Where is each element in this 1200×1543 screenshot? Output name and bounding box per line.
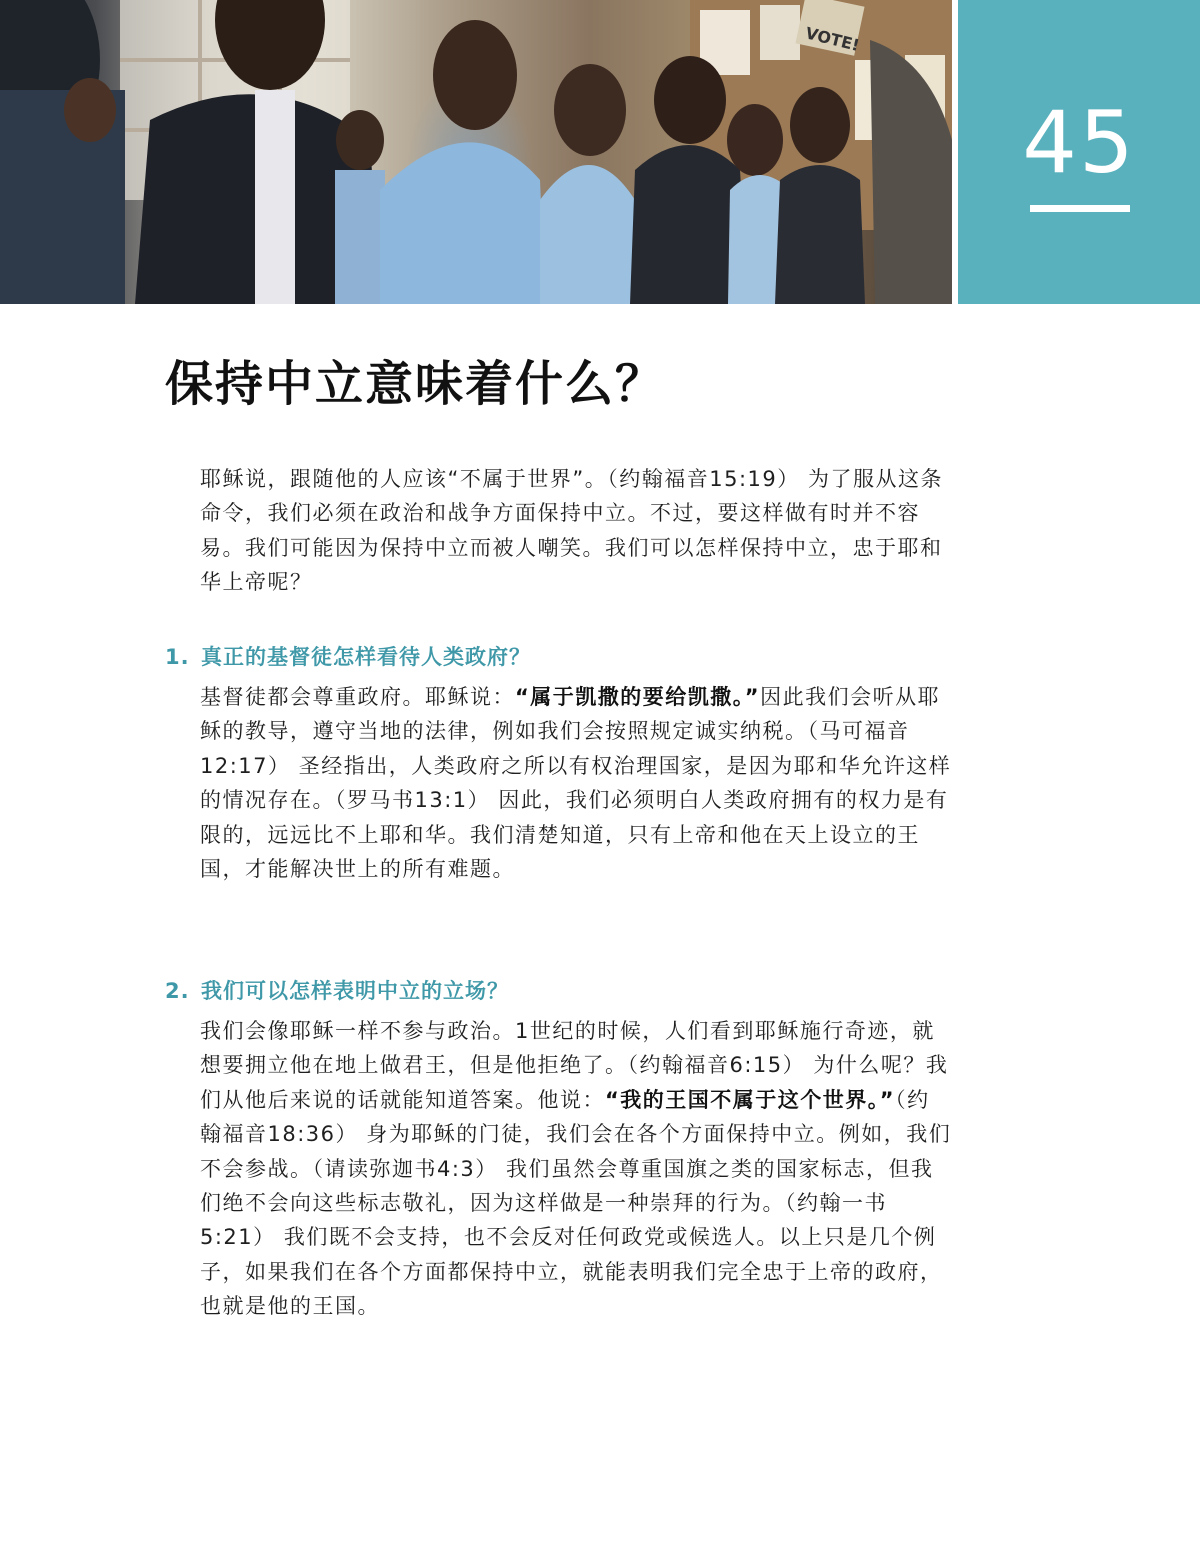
section-2-paragraph [200, 1014, 952, 1324]
question-1-number: 1. [165, 645, 190, 669]
question-2 [165, 976, 509, 1006]
question-2-text: 我们可以怎样表明中立的立场？ [201, 979, 509, 1003]
chapter-number: 45 [1022, 93, 1136, 193]
section-1-text-after: 因此我们会听从耶稣的教导，遵守当地的法律，例如我们会按照规定诚实纳税。（马可福音12:17） 圣经指出，人类政府之所以有权治理国家，是因为耶和华允许这样的情况存在。（罗马书13:1） 因此，我们必须明白人类政府拥有的权力是有限的，远远比不上耶和华。我们清楚知道，只有上帝和他在天上设立的王国，才能解决世上的所有难题。 [200, 685, 952, 882]
photo-illustration [0, 0, 952, 304]
intro-paragraph: 耶稣说，跟随他的人应该“不属于世界”。（约翰福音15:19） 为了服从这条命令，我们必须在政治和战争方面保持中立。不过，要这样做有时并不容易。我们可能因为保持中立而被人嘲笑。我们可以怎样保持中立，忠于耶和华上帝呢？ [200, 467, 943, 595]
page-title: 保持中立意味着什么？ [165, 356, 666, 412]
question-2-number: 2. [165, 979, 190, 1003]
section-1-text-before: 基督徒都会尊重政府。耶稣说： [200, 685, 515, 709]
section-1-paragraph [200, 680, 952, 886]
vote-poster-text: VOTE! [803, 23, 862, 56]
question-1-text: 真正的基督徒怎样看待人类政府？ [201, 645, 531, 669]
section-2-text-after: （约翰福音18:36） 身为耶稣的门徒，我们会在各个方面保持中立。例如，我们不会参战。（请读弥迦书4:3） 我们虽然会尊重国旗之类的国家标志，但我们绝不会向这些标志敬礼，因为这样做是一种崇拜的行为。（约翰一书5:21） 我们既不会支持，也不会反对任何政党或候选人。以上只是几个例子，如果我们在各个方面都保持中立，就能表明我们完全忠于上帝的政府，也就是他的王国。 [200, 1087, 952, 1319]
section-2-text-before: 我们会像耶稣一样不参与政治。1世纪的时候，人们看到耶稣施行奇迹，就想要拥立他在地上做君王，但是他拒绝了。（约翰福音6:15） 为什么呢？我们从他后来说的话就能知道答案。他说： [200, 1019, 949, 1112]
section-2-bold-quote: “我的王国不属于这个世界。” [605, 1087, 896, 1112]
chapter-number-underline [1030, 205, 1130, 212]
chapter-photo [0, 0, 952, 304]
question-1 [165, 642, 531, 672]
chapter-number-box [958, 0, 1200, 304]
section-1-bold-quote: “属于凯撒的要给凯撒。” [515, 685, 761, 709]
